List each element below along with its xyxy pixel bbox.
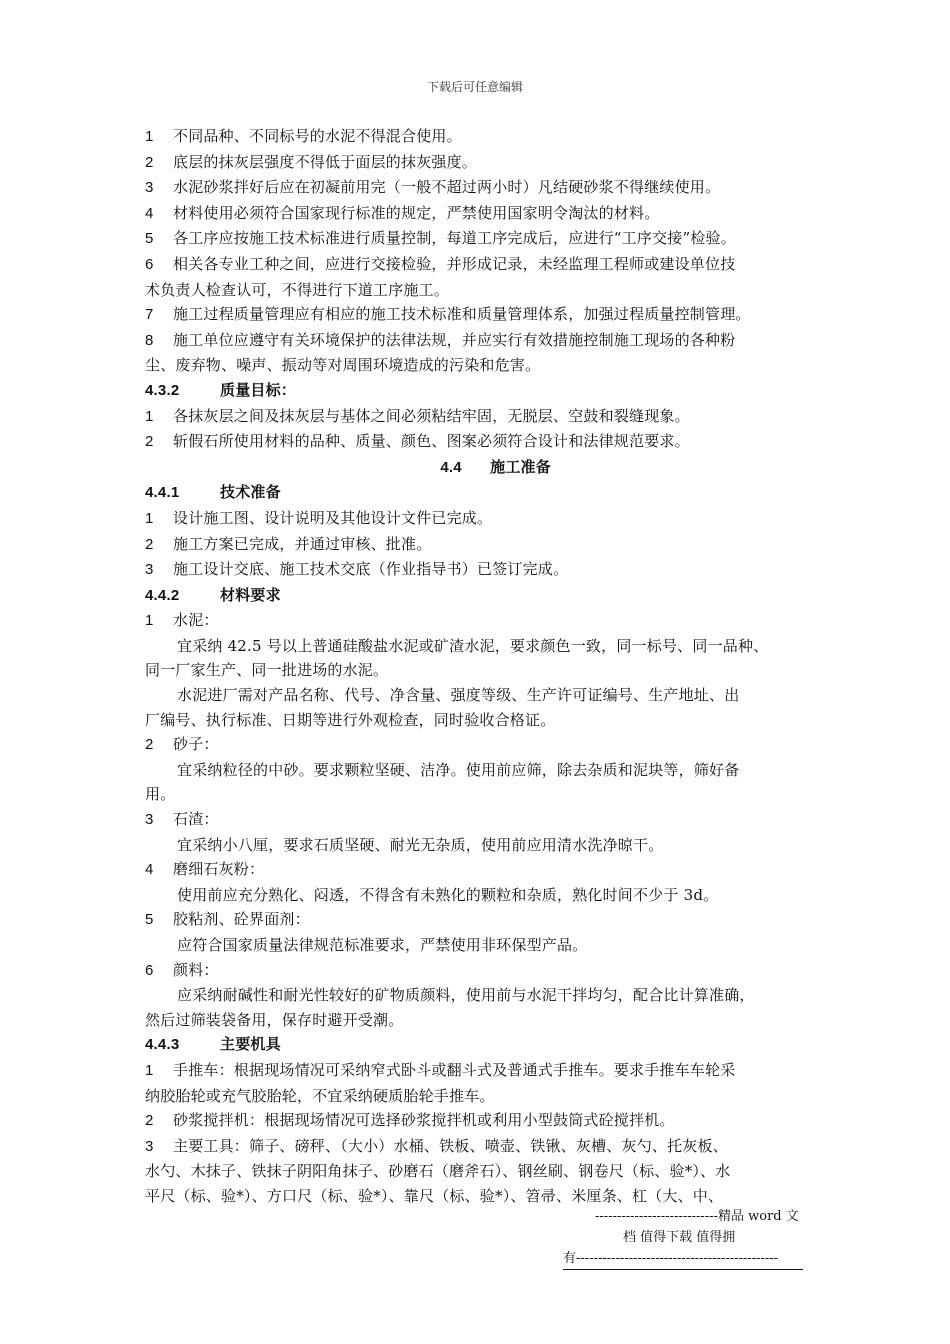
- list-item: 6 相关各专业工种之间，应进行交接检验，并形成记录，未经监理工程师或建设单位技: [145, 254, 736, 273]
- list-item: 4 磨细石灰粉：: [145, 860, 265, 879]
- list-item: 3 水泥砂浆拌好后应在初凝前用完（一般不超过两小时）凡结硬砂浆不得继续使用。: [145, 178, 721, 197]
- page-header: 下载后可任意编辑: [426, 80, 523, 94]
- paragraph-line: 同一厂家生产、同一批进场的水泥。: [145, 661, 389, 680]
- footer-line: ----------------------------精品 word 文: [595, 1209, 799, 1224]
- section-heading-4-4-1: 4.4.1 技术准备: [145, 483, 281, 502]
- list-item: 3 主要工具：筛子、磅秤、（大小）水桶、铁板、喷壶、铁锹、灰槽、灰勺、托灰板、: [145, 1136, 728, 1155]
- paragraph-line: 使用前应充分熟化、闷透，不得含有未熟化的颗粒和杂质，熟化时间不少于 3d。: [177, 885, 719, 904]
- list-item: 6 颜料：: [145, 960, 219, 979]
- section-heading-4-4-3: 4.4.3 主要机具: [145, 1035, 281, 1054]
- list-item: 2 斩假石所使用材料的品种、质量、颜色、图案必须符合设计和法律规范要求。: [145, 432, 690, 451]
- list-item-continuation: 水勺、木抹子、铁抹子阴阳角抹子、砂磨石（磨斧石）、钢丝刷、钢卷尺（标、验*）、水: [145, 1162, 731, 1181]
- list-item: 3 施工设计交底、施工技术交底（作业指导书）已签订完成。: [145, 560, 569, 579]
- paragraph-line: 厂编号、执行标准、日期等进行外观检查，同时验收合格证。: [145, 710, 556, 729]
- list-item: 7 施工过程质量管理应有相应的施工技术标准和质量管理体系，加强过程质量控制管理。: [145, 305, 751, 324]
- paragraph-line: 宜采纳 42.5 号以上普通硅酸盐水泥或矿渣水泥，要求颜色一致，同一标号、同一品种、: [177, 636, 769, 655]
- paragraph-line: 应符合国家质量法律规范标准要求，严禁使用非环保型产品。: [177, 936, 588, 954]
- section-heading-4-3-2: 4.3.2 质量目标：: [145, 380, 297, 399]
- list-item: 1 不同品种、不同标号的水泥不得混合使用。: [145, 127, 462, 145]
- list-item: 2 砂子：: [145, 735, 219, 754]
- footer-line: 有----------------------------------------------: [563, 1248, 803, 1270]
- list-item: 1 各抹灰层之间及抹灰层与基体之间必须粘结牢固，无脱层、空鼓和裂缝现象。: [145, 406, 690, 425]
- list-item-continuation: 平尺（标、验*）、方口尺（标、验*）、靠尺（标、验*）、笤帚、米厘条、杠（大、中、: [145, 1186, 724, 1205]
- list-item: 2 砂浆搅拌机：根据现场情况可选择砂浆搅拌机或利用小型鼓筒式砼搅拌机。: [145, 1111, 675, 1130]
- list-item: 1 水泥：: [145, 611, 219, 630]
- section-heading-4-4-2: 4.4.2 材料要求: [145, 585, 281, 604]
- footer-line: 档 值得下载 值得拥: [623, 1230, 736, 1245]
- list-item: 2 施工方案已完成，并通过审核、批准。: [145, 534, 432, 553]
- list-item-continuation: 纳胶胎轮或充气胶胎轮，不宜采纳硬质胎轮手推车。: [145, 1086, 495, 1105]
- paragraph-line: 水泥进厂需对产品名称、代号、净含量、强度等级、生产许可证编号、生产地址、出: [177, 686, 740, 705]
- paragraph-line: 宜采纳小八厘，要求石质坚硬、耐光无杂质，使用前应用清水洗净晾干。: [177, 835, 664, 854]
- list-item: 1 设计施工图、设计说明及其他设计文件已完成。: [145, 508, 493, 527]
- list-item-continuation: 术负责人检查认可，不得进行下道工序施工。: [145, 280, 450, 299]
- list-item: 8 施工单位应遵守有关环境保护的法律法规，并应实行有效措施控制施工现场的各种粉: [145, 330, 736, 349]
- paragraph-line: 宜采纳粒径的中砂。要求颗粒坚硬、洁净。使用前应筛，除去杂质和泥块等，筛好备: [177, 760, 740, 779]
- page-footer: [563, 1206, 813, 1270]
- document-body: [145, 124, 818, 1209]
- list-item-continuation: 尘、废弃物、噪声、振动等对周围环境造成的污染和危害。: [145, 356, 541, 375]
- list-item: 5 胶粘剂、砼界面剂：: [145, 910, 310, 929]
- list-item: 3 石渣：: [145, 810, 219, 829]
- list-item: 2 底层的抹灰层强度不得低于面层的抹灰强度。: [145, 152, 478, 171]
- section-heading-4-4: 4.4 施工准备: [440, 457, 551, 476]
- paragraph-line: 应采纳耐碱性和耐光性较好的矿物质颜料，使用前与水泥干拌均匀，配合比计算准确，: [177, 986, 755, 1005]
- list-item: 4 材料使用必须符合国家现行标准的规定，严禁使用国家明令淘汰的材料。: [145, 203, 660, 222]
- paragraph-line: 用。: [145, 785, 176, 804]
- list-item: 1 手推车：根据现场情况可采纳窄式卧斗或翻斗式及普通式手推车。要求手推车车轮采: [145, 1060, 736, 1079]
- paragraph-line: 然后过筛装袋备用，保存时避开受潮。: [145, 1010, 404, 1029]
- list-item: 5 各工序应按施工技术标准进行质量控制，每道工序完成后，应进行“工序交接”检验。: [145, 229, 736, 248]
